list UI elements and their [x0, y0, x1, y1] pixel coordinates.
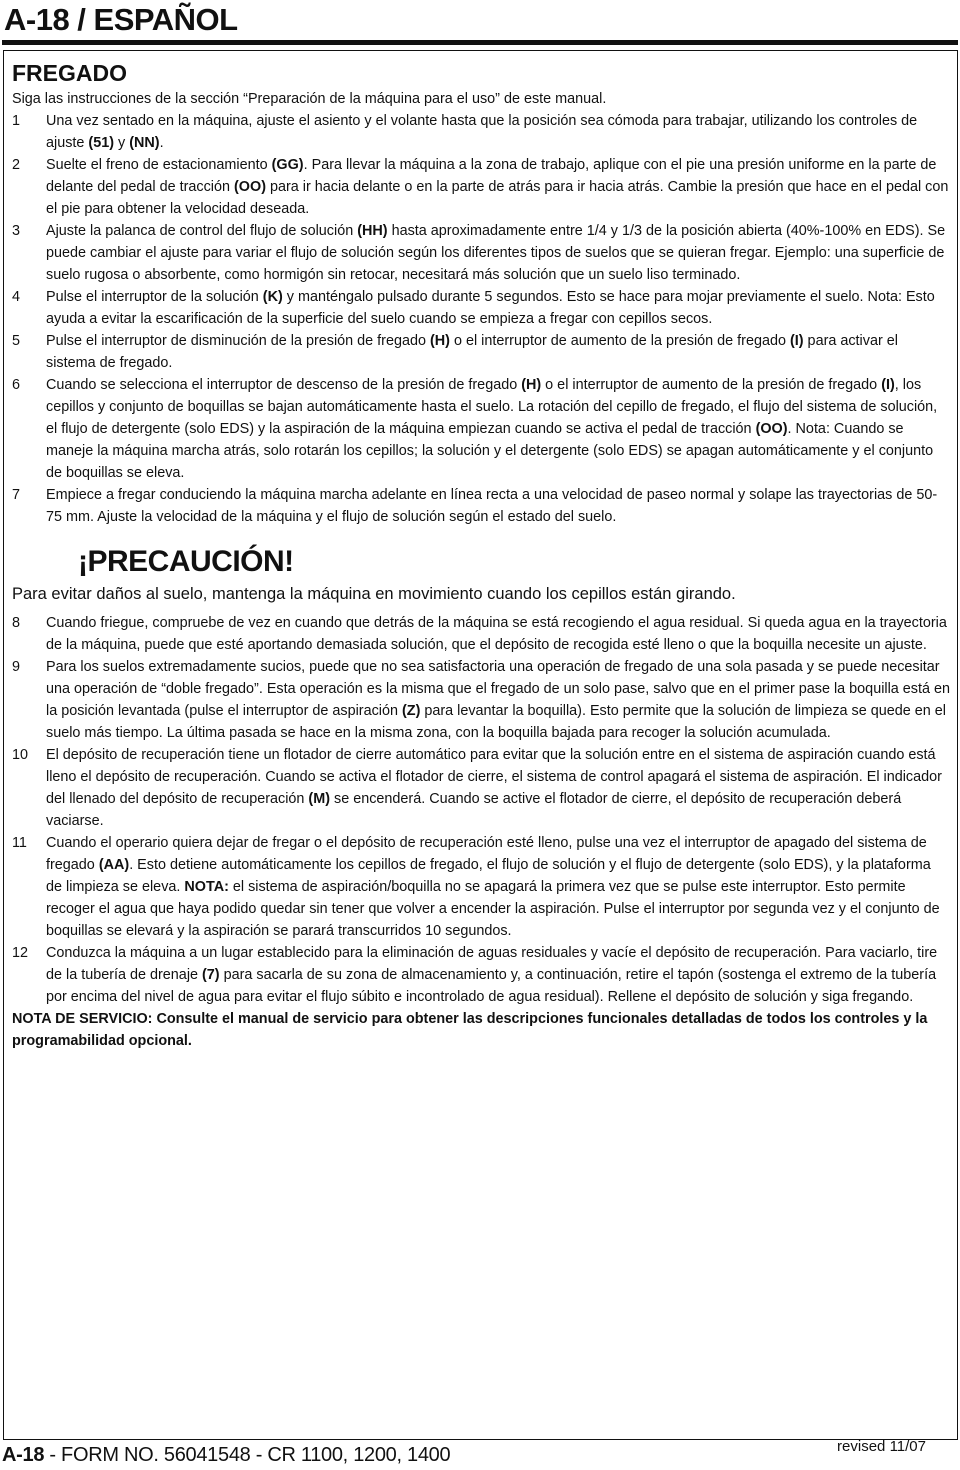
step-number: 1 [12, 113, 21, 129]
step-item [12, 330, 950, 374]
step-item [12, 612, 950, 656]
caution-title: ¡PRECAUCIÓN! [78, 545, 294, 578]
step-item [12, 832, 950, 942]
step-text: Cuando friegue, compruebe de vez en cuando que detrás de la máquina se está recogiendo el agua residual. Si queda agua en la trayectoria de la máquina, puede que esté aportando demasiada solución, que el depósito de recogida esté lleno o que la boquilla necesite un ajuste. [46, 615, 947, 653]
step-item [12, 220, 950, 286]
step-number: 12 [12, 945, 29, 961]
step-item [12, 110, 950, 154]
step-item [12, 286, 950, 330]
step-number: 7 [12, 487, 21, 503]
step-text: Cuando el operario quiera dejar de fregar o el depósito de recuperación esté lleno, pulse una vez el interruptor de apagado del sistema de fregado (AA). Esto detiene automáticamente los cepillos de fregado, el flujo de solución y el flujo de detergente (solo EDS), y la plataforma de limpieza se eleva. NOTA: el sistema de aspiración/boquilla no se apagará la primera vez que se pulse este interruptor. Esto permite recoger el agua que haya podido quedar sin tener que volver a encender la aspiración. Pulse el interruptor por segunda vez y el conjunto de boquillas se elevará y la aspiración se parará transcurridos 10 segundos. [46, 835, 940, 939]
section-intro: Siga las instrucciones de la sección “Preparación de la máquina para el uso” de este manual. [12, 91, 607, 107]
step-text: Una vez sentado en la máquina, ajuste el asiento y el volante hasta que la posición sea cómoda para trabajar, utilizando los controles de ajuste (51) y (NN). [46, 113, 918, 151]
step-number: 5 [12, 333, 21, 349]
footer-page-number: A-18 [2, 1444, 45, 1466]
caution-text: Para evitar daños al suelo, mantenga la máquina en movimiento cuando los cepillos están girando. [12, 585, 736, 603]
step-text: Ajuste la palanca de control del flujo de solución (HH) hasta aproximadamente entre 1/4 y 1/3 de la posición abierta (40%-100% en EDS). Se puede cambiar el ajuste para variar el flujo de solución según los diferentes tipos de suelos que se quieran fregar. Ejemplo: una superficie de suelo rugosa o absorbente, como hormigón sin retocar, necesitará más solución que un suelo liso terminado. [46, 223, 946, 283]
step-text: Empiece a fregar conduciendo la máquina marcha adelante en línea recta a una velocidad de paseo normal y solape las trayectorias de 50-75 mm. Ajuste la velocidad de la máquina y el flujo de solución según el estado del suelo. [46, 487, 938, 525]
page-header [2, 2, 958, 45]
step-number: 4 [12, 289, 21, 305]
step-text: Pulse el interruptor de la solución (K) y manténgalo pulsado durante 5 segundos. Esto se hace para mojar previamente el suelo. Nota: Esto ayuda a evitar la escarificación de la superficie del suelo cuando se empieza a fregar con cepillos secos. [46, 289, 935, 327]
section-title: FREGADO [12, 60, 127, 86]
step-item [12, 154, 950, 220]
step-number: 11 [12, 835, 27, 851]
step-item [12, 744, 950, 832]
footer-form-number: - FORM NO. 56041548 - CR 1100, 1200, 1400 [44, 1444, 451, 1466]
step-number: 10 [12, 747, 29, 763]
step-item [12, 656, 950, 744]
step-text: Suelte el freno de estacionamiento (GG). Para llevar la máquina a la zona de trabajo, aplique con el pie una presión uniforme en la parte de delante del pedal de tracción (OO) para ir hacia delante o en la parte de atrás para ir hacia atrás. Cambie la presión que hace en el pedal con el pie para obtener la velocidad deseada. [46, 157, 949, 217]
page-title: A-18 / ESPAÑOL [4, 2, 238, 37]
step-number: 2 [12, 157, 21, 173]
footer-revised: revised 11/07 [837, 1438, 926, 1455]
step-item [12, 942, 950, 1008]
step-item [12, 484, 950, 528]
step-number: 3 [12, 223, 21, 239]
step-number: 9 [12, 659, 21, 675]
step-number: 6 [12, 377, 21, 393]
main-content [12, 58, 950, 1052]
service-note: NOTA DE SERVICIO: Consulte el manual de servicio para obtener las descripciones funcionales detalladas de todos los controles y la programabilidad opcional. [12, 1011, 928, 1049]
step-item [12, 374, 950, 484]
steps-list [12, 110, 950, 528]
step-text: Pulse el interruptor de disminución de la presión de fregado (H) o el interruptor de aumento de la presión de fregado (I) para activar el sistema de fregado. [46, 333, 898, 371]
step-text: Cuando se selecciona el interruptor de descenso de la presión de fregado (H) o el interruptor de aumento de la presión de fregado (I), los cepillos y conjunto de boquillas se bajan automáticamente hasta el suelo. La rotación del cepillo de fregado, el flujo del sistema de solución, el flujo de detergente (solo EDS) y la aspiración de la máquina empiezan cuando se activa el pedal de tracción (OO). Nota: Cuando se maneje la máquina marcha atrás, solo rotarán los cepillos; la solución y el detergente (solo EDS) se apagan automáticamente y el conjunto de boquillas se eleva. [46, 377, 938, 481]
footer-form [2, 1442, 450, 1468]
step-text: Para los suelos extremadamente sucios, puede que no sea satisfactoria una operación de fregado de una sola pasada y se puede necesitar una operación de “doble fregado”. Esta operación es la misma que el fregado de un solo pase, salvo que en el primer pase la boquilla está en la posición levantada (pulse el interruptor de aspiración (Z) para levantar la boquilla). Esto permite que la solución de limpieza se quede en el suelo más tiempo. La última pasada se hace en la misma zona, con la boquilla bajada para recoger la solución acumulada. [46, 659, 950, 741]
step-number: 8 [12, 615, 21, 631]
step-text: Conduzca la máquina a un lugar establecido para la eliminación de aguas residuales y vacíe el depósito de recuperación. Para vaciarlo, tire de la tubería de drenaje (7) para sacarla de su zona de almacenamiento y, a continuación, retire el tapón (sostenga el extremo de la tubería por encima del nivel de agua para evitar el flujo súbito e incontrolado de agua residual). Rellene el depósito de solución y siga fregando. [46, 945, 938, 1005]
step-text: El depósito de recuperación tiene un flotador de cierre automático para evitar que la solución entre en el sistema de aspiración cuando está lleno el depósito de recuperación. Cuando se activa el flotador de cierre, el sistema de control apagará el sistema de aspiración. El indicador del llenado del depósito de recuperación (M) se encenderá. Cuando se active el flotador de cierre, el depósito de recuperación deberá vaciarse. [46, 747, 942, 829]
steps-list-continued [12, 612, 950, 1008]
